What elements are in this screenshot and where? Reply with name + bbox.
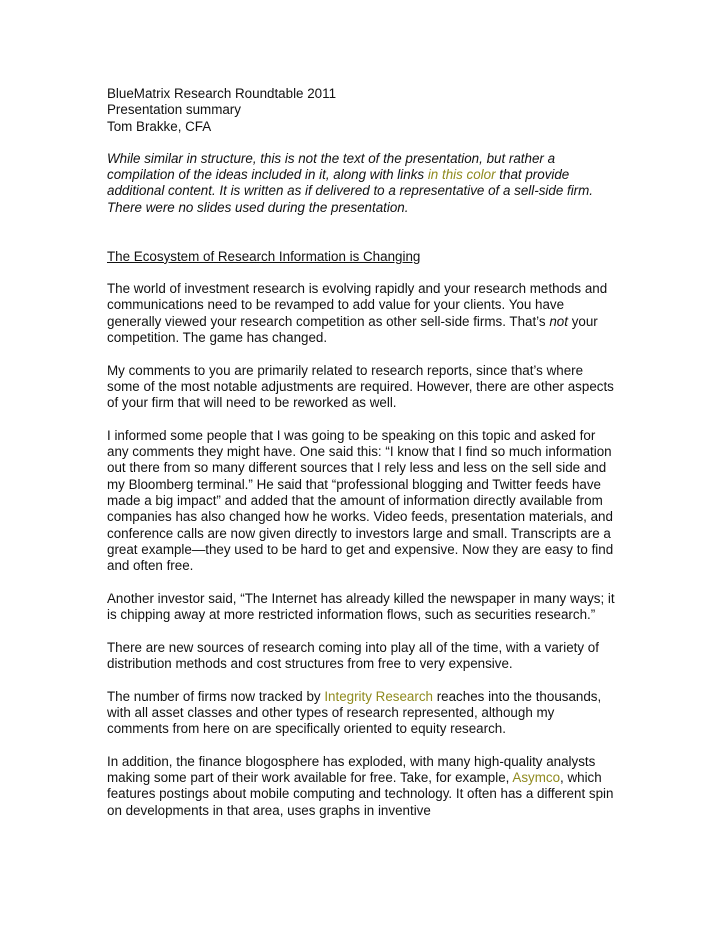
document-page: [107, 86, 617, 819]
intro-text-after-link: that provide additional content. It is written as if delivered to a representative of a sell-side firm. There were no slides used during the presentation.: [107, 167, 594, 215]
intro-text-before-link: While similar in structure, this is not the text of the presentation, but rather a compilation of the ideas included in it, along with links: [107, 150, 556, 183]
paragraph-1-text: The world of investment research is evolving rapidly and your research methods and communications need to be revamped to add value for your clients. You have generally viewed your research competition as other sell-side firms. That’s: [107, 281, 608, 329]
paragraph-7-text: In addition, the finance blogosphere has exploded, with many high-quality analysts making some part of their work available for free. Take, for example,: [107, 753, 596, 786]
integrity-research-link[interactable]: Integrity Research: [324, 688, 433, 704]
paragraph-1-emphasis: not: [549, 313, 568, 329]
section-heading: The Ecosystem of Research Information is Changing: [107, 248, 421, 264]
document-subtitle: Presentation summary: [107, 102, 241, 118]
document-author: Tom Brakke, CFA: [107, 118, 212, 134]
asymco-link[interactable]: Asymco: [512, 770, 561, 786]
document-header: [107, 86, 617, 135]
paragraph-5: There are new sources of research coming into play all of the time, with a variety of distribution methods and cost structures from free to very expensive.: [107, 639, 599, 671]
intro-color-link[interactable]: in this color: [427, 167, 496, 183]
paragraph-3: I informed some people that I was going to be speaking on this topic and asked for any comments they might have. One said this: “I know that I find so much information out there from so many different sources that I rely less and less on the sell side and my Bloomberg terminal.” He said that “professional blogging and Twitter feeds have made a big impact” and added that the amount of information directly available from companies has also changed how he works. Video feeds, presentation materials, and conference calls are now given directly to investors large and small. Transcripts are a great example—they used to be hard to get and expensive. Now they are easy to find and often free.: [107, 427, 614, 574]
paragraph-1: [107, 281, 617, 346]
paragraph-7-text-end: , which features postings about mobile computing and technology. It often has a different spin on developments in that area, uses graphs in inventive: [107, 770, 614, 818]
intro-note: [107, 151, 617, 216]
paragraph-4: Another investor said, “The Internet has already killed the newspaper in many ways; it is chipping away at more restricted information flows, such as securities research.”: [107, 590, 615, 623]
paragraph-2: My comments to you are primarily related to research reports, since that’s where some of the most notable adjustments are required. However, there are other aspects of your firm that will need to be reworked as well.: [107, 362, 614, 411]
paragraph-1-text-end: your competition. The game has changed.: [107, 313, 598, 346]
paragraph-6-text-end: reaches into the thousands, with all asset classes and other types of research represented, although my comments from here on are specifically oriented to equity research.: [107, 688, 602, 737]
paragraph-6: [107, 689, 617, 738]
paragraph-7: [107, 754, 617, 819]
document-title: BlueMatrix Research Roundtable 2011: [107, 86, 337, 101]
paragraph-6-text: The number of firms now tracked by: [107, 688, 325, 704]
